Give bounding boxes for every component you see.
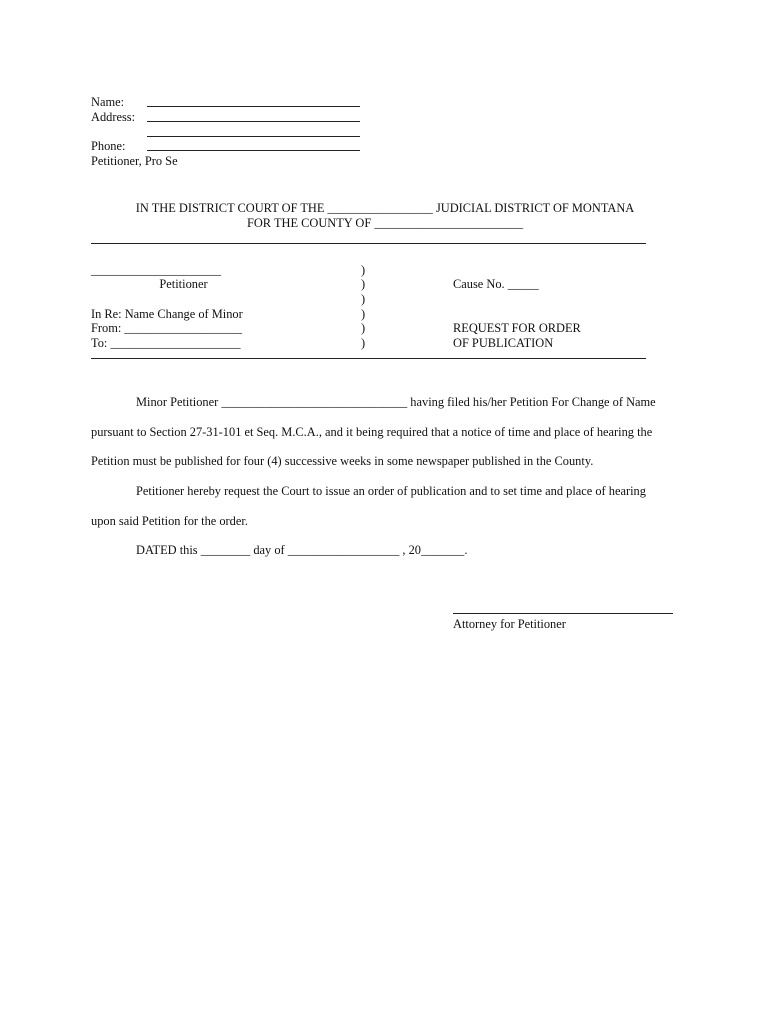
paragraph-1-line-1: Minor Petitioner ______________________________ having filed his/her Petition For Change of Name — [136, 395, 656, 409]
address-blank-line-2[interactable] — [147, 136, 360, 137]
from-name-field[interactable]: From: ___________________ — [91, 321, 243, 335]
caption-paren: ) — [361, 277, 366, 291]
phone-blank-line[interactable] — [147, 150, 360, 151]
address-blank-line-1[interactable] — [147, 121, 360, 122]
caption-bottom-rule — [91, 358, 646, 359]
name-label: Name: — [91, 95, 125, 109]
caption-top-rule — [91, 243, 646, 244]
signature-line[interactable] — [453, 613, 673, 614]
court-heading-line-1: IN THE DISTRICT COURT OF THE _________________ JUDICIAL DISTRICT OF MONTANA — [135, 201, 635, 215]
petitioner-pro-se-label: Petitioner, Pro Se — [91, 154, 178, 168]
caption-paren: ) — [361, 292, 366, 306]
caption-paren: ) — [361, 307, 366, 321]
caption-paren: ) — [361, 336, 366, 350]
document-title-line-1: REQUEST FOR ORDER — [453, 321, 581, 335]
caption-paren: ) — [361, 321, 366, 335]
address-label: Address: — [91, 110, 136, 124]
caption-petitioner-label: Petitioner — [159, 277, 208, 291]
name-blank-line[interactable] — [147, 106, 360, 107]
cause-number-field[interactable]: Cause No. _____ — [453, 277, 539, 291]
petitioner-name-blank[interactable]: _____________________ — [91, 263, 222, 277]
to-name-field[interactable]: To: _____________________ — [91, 336, 241, 350]
paragraph-1-line-2: pursuant to Section 27-31-101 et Seq. M.C.A., and it being required that a notice of time and place of hearing the — [91, 425, 653, 439]
dated-line[interactable]: DATED this ________ day of __________________ , 20_______. — [136, 543, 468, 557]
court-heading-line-2: FOR THE COUNTY OF ________________________ — [246, 216, 524, 230]
caption-paren: ) — [361, 263, 366, 277]
phone-label: Phone: — [91, 139, 126, 153]
paragraph-2-line-1: Petitioner hereby request the Court to issue an order of publication and to set time and place of hearing — [136, 484, 646, 498]
document-title-line-2: OF PUBLICATION — [453, 336, 554, 350]
signature-label: Attorney for Petitioner — [453, 617, 566, 631]
paragraph-1-line-3: Petition must be published for four (4) successive weeks in some newspaper published in the County. — [91, 454, 594, 468]
paragraph-2-line-2: upon said Petition for the order. — [91, 514, 248, 528]
in-re-label: In Re: Name Change of Minor — [91, 307, 243, 321]
